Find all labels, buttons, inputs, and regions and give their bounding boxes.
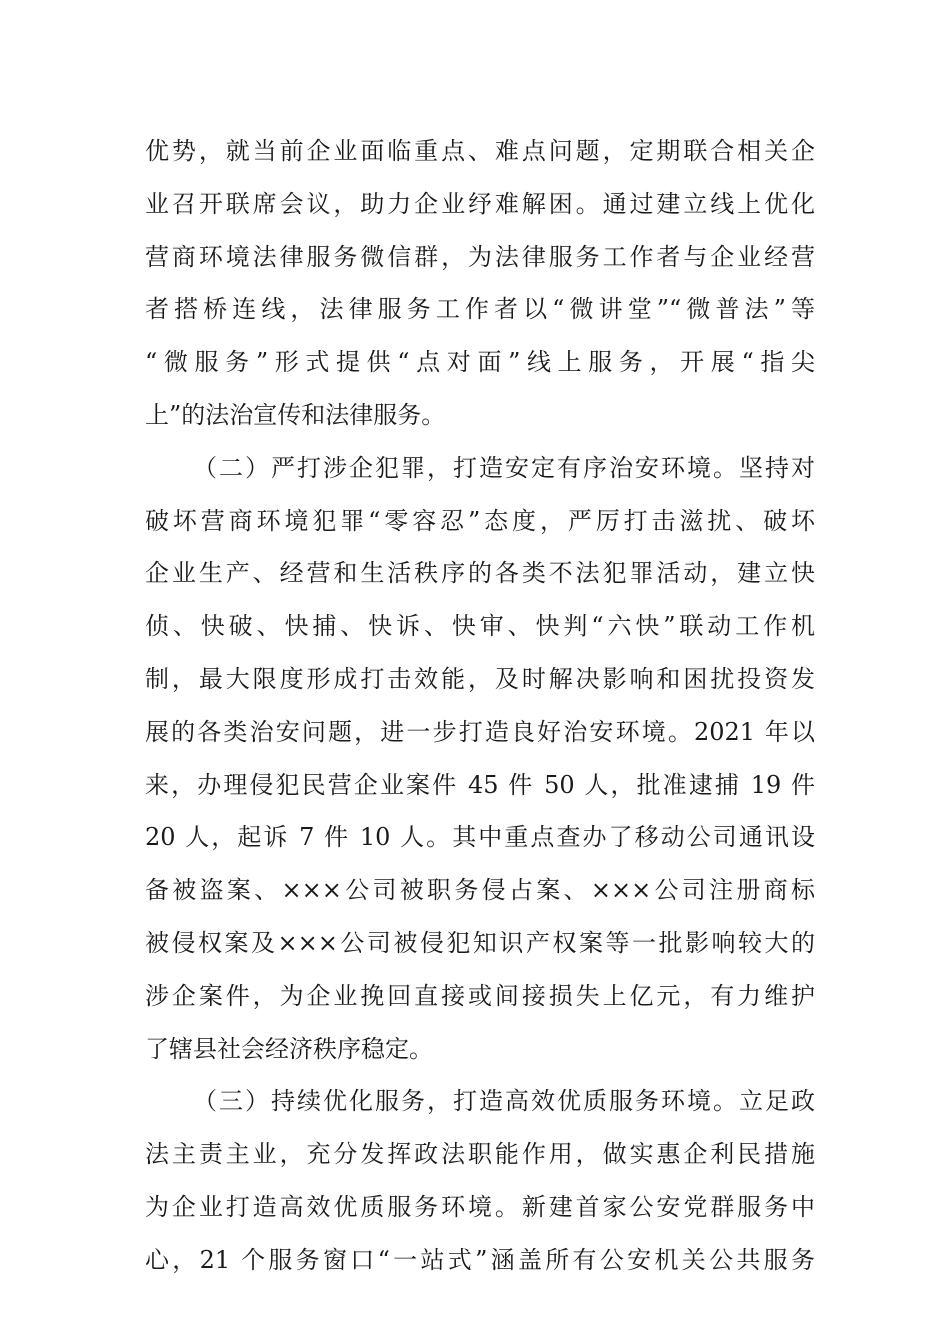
paragraph-1 — [145, 125, 815, 442]
paragraph-line: 法主责主业，充分发挥政法职能作用，做实惠企利民措施 — [145, 1140, 815, 1169]
paragraph-line: 企业生产、经营和生活秩序的各类不法犯罪活动，建立快 — [145, 559, 815, 588]
paragraph-line: “微服务”形式提供“点对面”线上服务，开展“指尖 — [145, 348, 815, 377]
paragraph-line: 侦、快破、快捕、快诉、快审、快判“六快”联动工作机 — [145, 612, 815, 641]
paragraph-3 — [145, 1075, 815, 1286]
paragraph-line: 被侵权案及×××公司被侵犯知识产权案等一批影响较大的 — [145, 928, 815, 957]
paragraph-line: （三）持续优化服务，打造高效优质服务环境。立足政 — [193, 1087, 815, 1116]
paragraph-2 — [145, 442, 815, 1076]
paragraph-line: 破坏营商环境犯罪“零容忍”态度，严厉打击滋扰、破坏 — [145, 506, 815, 535]
paragraph-line: 为企业打造高效优质服务环境。新建首家公安党群服务中 — [145, 1192, 815, 1221]
paragraph-line: 来，办理侵犯民营企业案件 45 件 50 人，批准逮捕 19 件 — [145, 770, 815, 799]
paragraph-line: 涉企案件，为企业挽回直接或间接损失上亿元，有力维护 — [145, 981, 815, 1010]
paragraph-line: 制，最大限度形成打击效能，及时解决影响和困扰投资发 — [145, 664, 815, 693]
paragraph-line: 心，21 个服务窗口“一站式”涵盖所有公安机关公共服务 — [145, 1245, 815, 1274]
paragraph-line: 20 人，起诉 7 件 10 人。其中重点查办了移动公司通讯设 — [145, 823, 815, 852]
paragraph-line: （二）严打涉企犯罪，打造安定有序治安环境。坚持对 — [193, 453, 815, 482]
document-body — [145, 125, 815, 1287]
paragraph-line: 展的各类治安问题，进一步打造良好治安环境。2021 年以 — [145, 717, 815, 746]
paragraph-line: 上”的法治宣传和法律服务。 — [145, 400, 446, 429]
paragraph-line: 备被盗案、×××公司被职务侵占案、×××公司注册商标 — [145, 876, 815, 905]
paragraph-line: 营商环境法律服务微信群，为法律服务工作者与企业经营 — [145, 242, 815, 271]
paragraph-line: 了辖县社会经济秩序稳定。 — [145, 1034, 433, 1063]
paragraph-line: 业召开联席会议，助力企业纾难解困。通过建立线上优化 — [145, 189, 815, 218]
paragraph-line: 优势，就当前企业面临重点、难点问题，定期联合相关企 — [145, 137, 815, 165]
paragraph-line: 者搭桥连线，法律服务工作者以“微讲堂”“微普法”等 — [145, 295, 815, 324]
